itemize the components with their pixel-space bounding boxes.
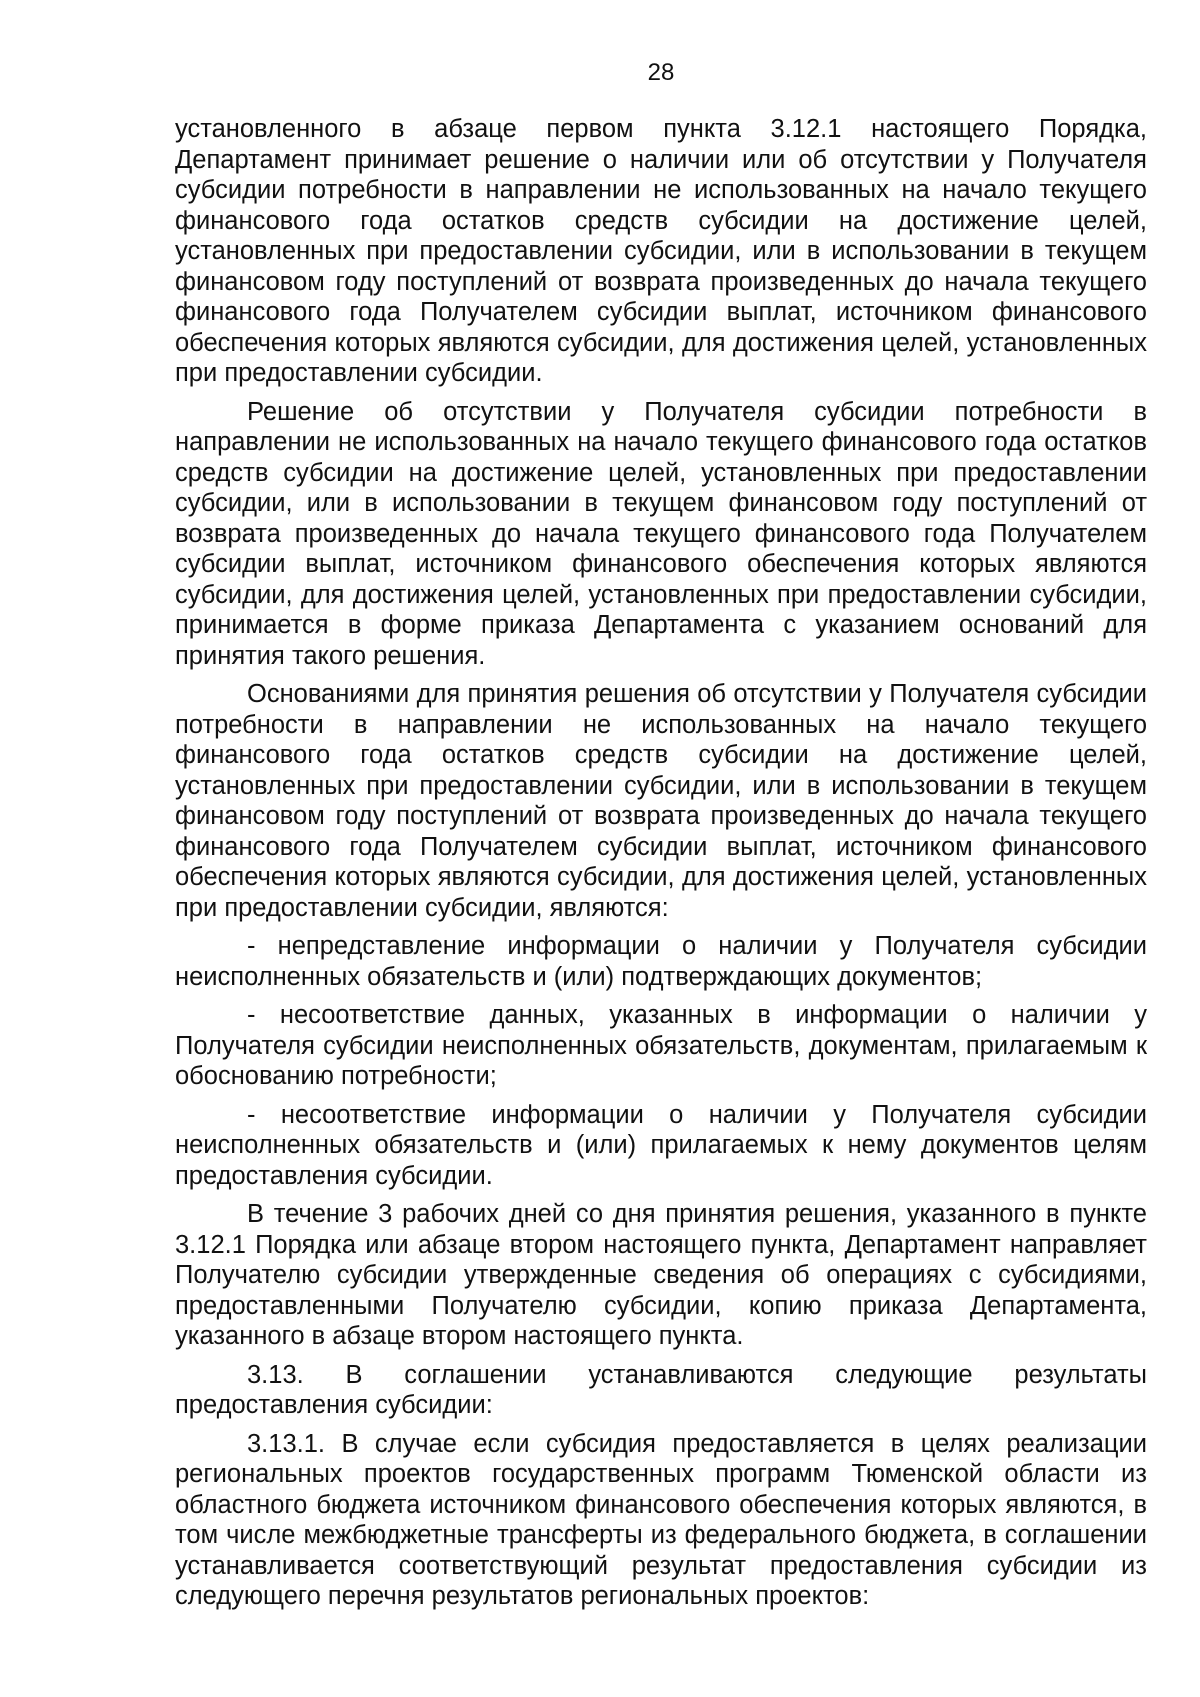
paragraph-decision-absence: Решение об отсутствии у Получателя субсидии потребности в направлении не использованных на начало текущего финансового года остатков средств субсидии на достижение целей, установленных при предоставлении субсидии, или в использовании в текущем финансовом году поступлений от возврата произведенных до начала текущего финансового года Получателем субсидии выплат, источником финансового обеспечения которых являются субсидии, для достижения целей, установленных при предоставлении субсидии, принимается в форме приказа Департамента с указанием оснований для принятия такого решения. [175,397,1147,670]
list-item-nonsubmission: - непредставление информации о наличии у Получателя субсидии неисполненных обязательств и (или) подтверждающих документов; [175,932,1147,991]
paragraph-three-days: В течение 3 рабочих дней со дня принятия решения, указанного в пункте 3.12.1 Порядка или абзаце втором настоящего пункта, Департамент направляет Получателю субсидии утвержденные сведения об операциях с субсидиями, предоставленными Получателю субсидии, копию приказа Департамента, указанного в абзаце втором настоящего пункта. [175,1200,1147,1350]
paragraph-3-13-1: 3.13.1. В случае если субсидия предоставляется в целях реализации региональных проектов государственных программ Тюменской области из областного бюджета источником финансового обеспечения которых являются, в том числе межбюджетные трансферты из федерального бюджета, в соглашении устанавливается соответствующий результат предоставления субсидии из следующего перечня результатов региональных проектов: [175,1429,1147,1610]
page-number: 28 [647,59,675,86]
list-item-purpose-mismatch: - несоответствие информации о наличии у Получателя субсидии неисполненных обязательств и (или) прилагаемых к нему документов целям предоставления субсидии. [175,1100,1147,1190]
paragraph-grounds: Основаниями для принятия решения об отсутствии у Получателя субсидии потребности в направлении не использованных на начало текущего финансового года остатков средств субсидии на достижение целей, установленных при предоставлении субсидии, или в использовании в текущем финансовом году поступлений от возврата произведенных до начала текущего финансового года Получателем субсидии выплат, источником финансового обеспечения которых являются субсидии, для достижения целей, установленных при предоставлении субсидии, являются: [175,680,1147,922]
paragraph-continuation: установленного в абзаце первом пункта 3.12.1 настоящего Порядка, Департамент принимает решение о наличии или об отсутствии у Получателя субсидии потребности в направлении не использованных на начало текущего финансового года остатков средств субсидии на достижение целей, установленных при предоставлении субсидии, или в использовании в текущем финансовом году поступлений от возврата произведенных до начала текущего финансового года Получателем субсидии выплат, источником финансового обеспечения которых являются субсидии, для достижения целей, установленных при предоставлении субсидии. [175,115,1147,387]
paragraph-3-13: 3.13. В соглашении устанавливаются следующие результаты предоставления субсидии: [175,1360,1147,1419]
list-item-data-mismatch: - несоответствие данных, указанных в информации о наличии у Получателя субсидии неисполненных обязательств, документам, прилагаемым к обоснованию потребности; [175,1001,1147,1090]
document-body [175,114,1147,1620]
